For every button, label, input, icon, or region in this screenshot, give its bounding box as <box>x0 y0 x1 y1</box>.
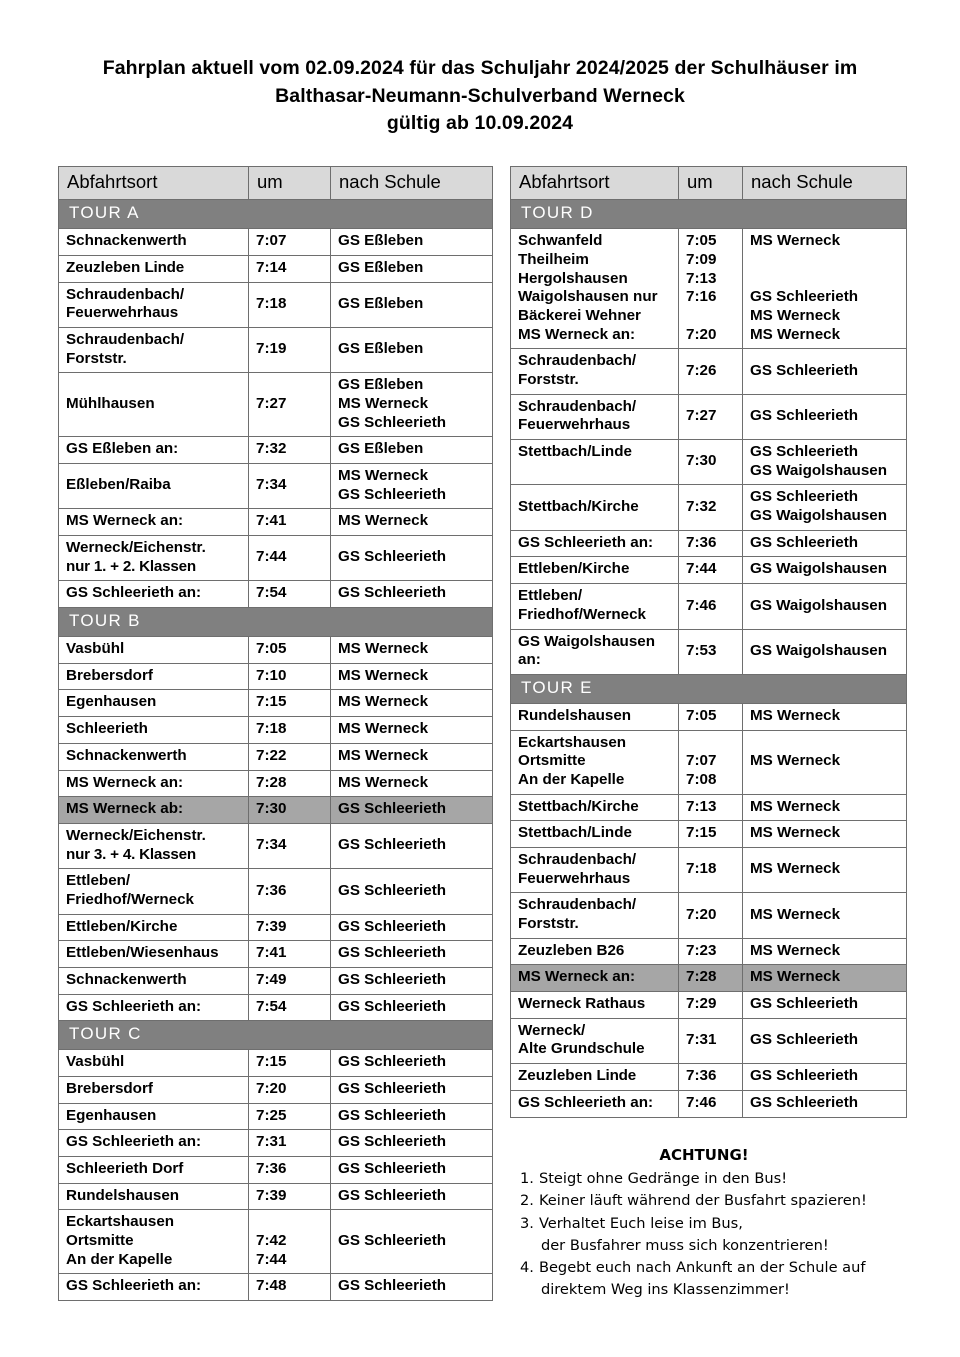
cell-abfahrtsort: Egenhausen <box>59 690 249 717</box>
cell-time: 7:31 <box>679 1018 743 1063</box>
table-row <box>59 255 493 282</box>
cell-abfahrtsort: Werneck Rathaus <box>511 992 679 1019</box>
cell-destination: MS Werneck <box>743 893 907 938</box>
cell-time: 7:20 <box>679 893 743 938</box>
cell-destination: GS Waigolshausen <box>743 629 907 674</box>
cell-abfahrtsort: Rundelshausen <box>59 1183 249 1210</box>
column-header-um: um <box>679 167 743 200</box>
cell-abfahrtsort: Schnackenwerth <box>59 229 249 256</box>
table-row <box>59 743 493 770</box>
cell-abfahrtsort: GS Schleerieth an: <box>59 581 249 608</box>
right-column <box>510 166 906 1301</box>
notice-item <box>520 1168 906 1190</box>
table-row <box>511 847 907 892</box>
cell-time: 7:07 7:08 <box>679 730 743 794</box>
cell-destination: GS Schleerieth <box>743 394 907 439</box>
cell-abfahrtsort: Zeuzleben Linde <box>59 255 249 282</box>
page-title <box>0 0 960 138</box>
cell-destination: GS Schleerieth <box>331 823 493 868</box>
notice-item-line: Begebt euch nach Ankunft an der Schule auf <box>538 1258 866 1276</box>
cell-time: 7:18 <box>249 282 331 327</box>
cell-time: 7:27 <box>249 373 331 437</box>
cell-destination: MS Werneck <box>743 703 907 730</box>
table-row <box>511 349 907 394</box>
notice-item-line: Keiner läuft während der Busfahrt spazieren! <box>538 1192 867 1210</box>
table-row <box>59 968 493 995</box>
cell-destination: GS Eßleben MS Werneck GS Schleerieth <box>331 373 493 437</box>
notice-item <box>520 1213 906 1257</box>
table-row <box>59 797 493 824</box>
cell-abfahrtsort: Schleerieth Dorf <box>59 1157 249 1184</box>
cell-time: 7:36 <box>679 1064 743 1091</box>
cell-destination: GS Schleerieth GS Waigolshausen <box>743 485 907 530</box>
cell-time: 7:27 <box>679 394 743 439</box>
left-table-body <box>59 167 493 1301</box>
table-row <box>511 1090 907 1117</box>
table-row <box>59 229 493 256</box>
cell-time: 7:30 <box>679 440 743 485</box>
cell-destination: GS Schleerieth <box>331 1050 493 1077</box>
cell-destination: MS Werneck <box>331 509 493 536</box>
notice-item <box>520 1190 906 1212</box>
place-line: Werneck/Eichenstr. <box>66 826 206 844</box>
table-row <box>59 637 493 664</box>
cell-destination: MS Werneck GS Schleerieth MS Werneck MS Werneck <box>743 229 907 349</box>
table-row <box>511 821 907 848</box>
cell-abfahrtsort: Schraudenbach/ Feuerwehrhaus <box>511 394 679 439</box>
table-row <box>59 373 493 437</box>
table-header-row <box>511 167 907 200</box>
cell-time: 7:15 <box>249 1050 331 1077</box>
cell-destination: GS Schleerieth <box>331 869 493 914</box>
table-row <box>59 282 493 327</box>
page-title-line-3: gültig ab 10.09.2024 <box>386 112 574 135</box>
cell-time: 7:32 <box>249 437 331 464</box>
cell-destination: GS Schleerieth GS Waigolshausen <box>743 440 907 485</box>
cell-destination: MS Werneck <box>743 965 907 992</box>
table-row <box>511 530 907 557</box>
place-note: nur 3. + 4. Klassen <box>66 845 196 863</box>
cell-time: 7:42 7:44 <box>249 1210 331 1274</box>
cell-abfahrtsort <box>59 823 249 868</box>
table-row <box>59 464 493 509</box>
cell-time: 7:28 <box>249 770 331 797</box>
cell-abfahrtsort: Schnackenwerth <box>59 968 249 995</box>
table-row <box>59 717 493 744</box>
cell-destination: GS Schleerieth <box>743 530 907 557</box>
tour-header-row <box>511 200 907 229</box>
cell-destination: GS Schleerieth <box>331 994 493 1021</box>
table-row <box>59 1183 493 1210</box>
notice-block <box>510 1144 906 1302</box>
cell-abfahrtsort: Zeuzleben B26 <box>511 938 679 965</box>
cell-destination: MS Werneck <box>331 743 493 770</box>
cell-time: 7:44 <box>679 557 743 584</box>
cell-destination: GS Schleerieth <box>331 1210 493 1274</box>
notice-item-text <box>539 1168 787 1190</box>
notice-title: ACHTUNG! <box>659 1145 749 1164</box>
cell-destination: GS Schleerieth <box>331 1130 493 1157</box>
notice-item-line: Verhaltet Euch leise im Bus, <box>538 1214 743 1232</box>
notice-item <box>520 1257 906 1301</box>
cell-abfahrtsort: GS Eßleben an: <box>59 437 249 464</box>
cell-destination: MS Werneck <box>331 637 493 664</box>
table-row <box>511 893 907 938</box>
cell-time: 7:25 <box>249 1103 331 1130</box>
cell-time: 7:23 <box>679 938 743 965</box>
cell-time: 7:05 <box>249 637 331 664</box>
cell-abfahrtsort: Ettleben/Kirche <box>59 914 249 941</box>
notice-item-line: der Busfahrer muss sich konzentrieren! <box>540 1236 829 1254</box>
cell-time: 7:19 <box>249 327 331 372</box>
place-emphasis: Linde <box>596 1067 636 1085</box>
cell-abfahrtsort: Brebersdorf <box>59 1076 249 1103</box>
cell-destination: MS Werneck <box>743 794 907 821</box>
cell-time: 7:41 <box>249 941 331 968</box>
cell-destination: GS Schleerieth <box>331 1183 493 1210</box>
table-row <box>511 1018 907 1063</box>
cell-time: 7:29 <box>679 992 743 1019</box>
table-row <box>511 440 907 485</box>
cell-destination: MS Werneck <box>331 663 493 690</box>
table-row <box>511 938 907 965</box>
cell-time: 7:36 <box>679 530 743 557</box>
table-row <box>511 394 907 439</box>
cell-time: 7:18 <box>249 717 331 744</box>
cell-abfahrtsort: Rundelshausen <box>511 703 679 730</box>
cell-abfahrtsort: Schraudenbach/ Feuerwehrhaus <box>59 282 249 327</box>
cell-abfahrtsort: Vasbühl <box>59 1050 249 1077</box>
table-row <box>511 730 907 794</box>
notice-item-line: direktem Weg ins Klassenzimmer! <box>540 1281 790 1299</box>
cell-time: 7:32 <box>679 485 743 530</box>
tour-header-row <box>59 608 493 637</box>
cell-time: 7:48 <box>249 1274 331 1301</box>
cell-abfahrtsort: Stettbach/Kirche <box>511 794 679 821</box>
table-row <box>59 581 493 608</box>
cell-abfahrtsort: Stettbach/Kirche <box>511 485 679 530</box>
cell-abfahrtsort: Mühlhausen <box>59 373 249 437</box>
cell-destination: GS Eßleben <box>331 437 493 464</box>
cell-abfahrtsort: MS Werneck an: <box>59 770 249 797</box>
notice-item-number: 2. <box>520 1192 534 1210</box>
cell-abfahrtsort: Eckartshausen Ortsmitte An der Kapelle <box>511 730 679 794</box>
table-row <box>59 770 493 797</box>
cell-time: 7:15 <box>679 821 743 848</box>
column-header-nach-schule: nach Schule <box>743 167 907 200</box>
cell-time: 7:05 7:09 7:13 7:16 7:20 <box>679 229 743 349</box>
right-table-body <box>511 167 907 1117</box>
cell-abfahrtsort: Schraudenbach/ Feuerwehrhaus <box>511 847 679 892</box>
cell-destination: GS Schleerieth <box>743 1090 907 1117</box>
schedule-table-left <box>58 166 493 1301</box>
cell-abfahrtsort: Schraudenbach/ Forststr. <box>59 327 249 372</box>
table-row <box>511 965 907 992</box>
cell-time: 7:36 <box>249 1157 331 1184</box>
cell-destination: GS Waigolshausen <box>743 557 907 584</box>
table-row <box>511 794 907 821</box>
left-column <box>58 166 492 1301</box>
cell-destination: GS Schleerieth <box>331 581 493 608</box>
table-row <box>511 229 907 349</box>
table-row <box>59 437 493 464</box>
cell-destination: MS Werneck <box>331 690 493 717</box>
place-emphasis: Linde <box>144 258 184 276</box>
tour-header-row <box>59 200 493 229</box>
notice-item-text <box>539 1213 829 1257</box>
cell-destination: GS Schleerieth <box>331 1103 493 1130</box>
notice-item-number: 4. <box>520 1258 534 1276</box>
cell-abfahrtsort: GS Schleerieth an: <box>59 1274 249 1301</box>
column-header-abfahrtsort: Abfahrtsort <box>511 167 679 200</box>
cell-abfahrtsort: MS Werneck an: <box>511 965 679 992</box>
cell-time: 7:10 <box>249 663 331 690</box>
cell-destination: MS Werneck <box>743 730 907 794</box>
cell-abfahrtsort: Ettleben/Wiesenhaus <box>59 941 249 968</box>
cell-time: 7:36 <box>249 869 331 914</box>
cell-time: 7:05 <box>679 703 743 730</box>
page-title-line-2: Balthasar-Neumann-Schulverband Werneck <box>275 84 685 107</box>
cell-time: 7:39 <box>249 1183 331 1210</box>
cell-abfahrtsort: GS Schleerieth an: <box>511 1090 679 1117</box>
cell-time: 7:30 <box>249 797 331 824</box>
schedule-table-right <box>510 166 907 1117</box>
cell-destination: MS Werneck <box>743 821 907 848</box>
table-row <box>511 703 907 730</box>
cell-time: 7:53 <box>679 629 743 674</box>
schedule-columns <box>0 166 960 1301</box>
cell-destination: GS Eßleben <box>331 327 493 372</box>
cell-destination: GS Eßleben <box>331 282 493 327</box>
table-row <box>511 557 907 584</box>
cell-destination: GS Schleerieth <box>331 536 493 581</box>
notice-item-text <box>539 1190 867 1212</box>
table-row <box>511 629 907 674</box>
cell-destination: GS Schleerieth <box>331 941 493 968</box>
cell-abfahrtsort: Schwanfeld Theilheim Hergolshausen Waigolshausen nur Bäckerei Wehner MS Werneck an: <box>511 229 679 349</box>
tour-label: TOUR E <box>511 674 907 703</box>
cell-time: 7:14 <box>249 255 331 282</box>
cell-time: 7:15 <box>249 690 331 717</box>
cell-abfahrtsort: GS Schleerieth an: <box>511 530 679 557</box>
tour-label: TOUR A <box>59 200 493 229</box>
table-row <box>59 823 493 868</box>
cell-time: 7:54 <box>249 994 331 1021</box>
cell-abfahrtsort: Ettleben/ Friedhof/Werneck <box>59 869 249 914</box>
table-row <box>59 1076 493 1103</box>
cell-time: 7:07 <box>249 229 331 256</box>
cell-time: 7:54 <box>249 581 331 608</box>
cell-abfahrtsort: GS Schleerieth an: <box>59 1130 249 1157</box>
place-note: nur 1. + 2. Klassen <box>66 557 196 575</box>
cell-time: 7:46 <box>679 584 743 629</box>
table-row <box>511 584 907 629</box>
cell-destination: GS Schleerieth <box>331 1076 493 1103</box>
cell-destination: GS Waigolshausen <box>743 584 907 629</box>
notice-item-number: 3. <box>520 1214 534 1232</box>
cell-time: 7:22 <box>249 743 331 770</box>
cell-abfahrtsort: Egenhausen <box>59 1103 249 1130</box>
column-header-um: um <box>249 167 331 200</box>
cell-time: 7:13 <box>679 794 743 821</box>
cell-destination: GS Schleerieth <box>331 1157 493 1184</box>
cell-time: 7:18 <box>679 847 743 892</box>
cell-abfahrtsort: Eckartshausen Ortsmitte An der Kapelle <box>59 1210 249 1274</box>
notice-item-number: 1. <box>520 1170 534 1188</box>
table-row <box>59 690 493 717</box>
tour-header-row <box>511 674 907 703</box>
table-row <box>59 1210 493 1274</box>
cell-abfahrtsort: Eßleben/Raiba <box>59 464 249 509</box>
cell-destination: MS Werneck GS Schleerieth <box>331 464 493 509</box>
table-row <box>511 485 907 530</box>
table-row <box>59 536 493 581</box>
cell-destination: MS Werneck <box>331 717 493 744</box>
notice-item-list <box>520 1168 906 1301</box>
cell-time: 7:49 <box>249 968 331 995</box>
cell-destination: GS Eßleben <box>331 229 493 256</box>
cell-destination: GS Schleerieth <box>743 1018 907 1063</box>
cell-abfahrtsort: MS Werneck ab: <box>59 797 249 824</box>
table-row <box>59 869 493 914</box>
cell-destination: MS Werneck <box>331 770 493 797</box>
tour-label: TOUR C <box>59 1021 493 1050</box>
cell-time: 7:44 <box>249 536 331 581</box>
cell-abfahrtsort: Stettbach/Linde <box>511 440 679 485</box>
table-row <box>59 663 493 690</box>
cell-abfahrtsort: Ettleben/Kirche <box>511 557 679 584</box>
table-row <box>59 1103 493 1130</box>
notice-item-line: Steigt ohne Gedränge in den Bus! <box>538 1170 788 1188</box>
cell-abfahrtsort: Werneck/ Alte Grundschule <box>511 1018 679 1063</box>
cell-destination: GS Schleerieth <box>331 914 493 941</box>
cell-destination: GS Schleerieth <box>743 992 907 1019</box>
table-row <box>511 992 907 1019</box>
cell-destination: GS Eßleben <box>331 255 493 282</box>
cell-destination: MS Werneck <box>743 847 907 892</box>
cell-abfahrtsort: Schleerieth <box>59 717 249 744</box>
tour-header-row <box>59 1021 493 1050</box>
table-row <box>59 1274 493 1301</box>
cell-destination: GS Schleerieth <box>331 797 493 824</box>
cell-destination: GS Schleerieth <box>331 968 493 995</box>
cell-destination: GS Schleerieth <box>331 1274 493 1301</box>
tour-label: TOUR B <box>59 608 493 637</box>
cell-time: 7:34 <box>249 464 331 509</box>
table-row <box>59 327 493 372</box>
cell-time: 7:46 <box>679 1090 743 1117</box>
table-header-row <box>59 167 493 200</box>
cell-abfahrtsort: Schnackenwerth <box>59 743 249 770</box>
cell-time: 7:41 <box>249 509 331 536</box>
cell-abfahrtsort: Schraudenbach/ Forststr. <box>511 349 679 394</box>
cell-abfahrtsort: Ettleben/ Friedhof/Werneck <box>511 584 679 629</box>
cell-destination: MS Werneck <box>743 938 907 965</box>
cell-abfahrtsort: Zeuzleben Linde <box>511 1064 679 1091</box>
cell-time: 7:31 <box>249 1130 331 1157</box>
cell-abfahrtsort: GS Waigolshausen an: <box>511 629 679 674</box>
column-header-nach-schule: nach Schule <box>331 167 493 200</box>
cell-abfahrtsort: Stettbach/Linde <box>511 821 679 848</box>
table-row <box>59 941 493 968</box>
cell-abfahrtsort: GS Schleerieth an: <box>59 994 249 1021</box>
table-row <box>59 994 493 1021</box>
table-row <box>59 509 493 536</box>
cell-abfahrtsort: MS Werneck an: <box>59 509 249 536</box>
page-title-line-1: Fahrplan aktuell vom 02.09.2024 für das Schuljahr 2024/2025 der Schulhäuser im <box>102 57 858 79</box>
cell-abfahrtsort <box>59 536 249 581</box>
table-row <box>59 914 493 941</box>
table-row <box>59 1157 493 1184</box>
cell-destination: GS Schleerieth <box>743 1064 907 1091</box>
cell-time: 7:28 <box>679 965 743 992</box>
cell-abfahrtsort: Brebersdorf <box>59 663 249 690</box>
table-row <box>59 1130 493 1157</box>
table-row <box>59 1050 493 1077</box>
cell-destination: GS Schleerieth <box>743 349 907 394</box>
table-row <box>511 1064 907 1091</box>
notice-item-text <box>539 1257 866 1301</box>
cell-abfahrtsort: Schraudenbach/ Forststr. <box>511 893 679 938</box>
tour-label: TOUR D <box>511 200 907 229</box>
column-header-abfahrtsort: Abfahrtsort <box>59 167 249 200</box>
cell-time: 7:39 <box>249 914 331 941</box>
cell-time: 7:26 <box>679 349 743 394</box>
cell-abfahrtsort: Vasbühl <box>59 637 249 664</box>
cell-time: 7:20 <box>249 1076 331 1103</box>
place-line: Werneck/Eichenstr. <box>66 539 206 557</box>
cell-time: 7:34 <box>249 823 331 868</box>
